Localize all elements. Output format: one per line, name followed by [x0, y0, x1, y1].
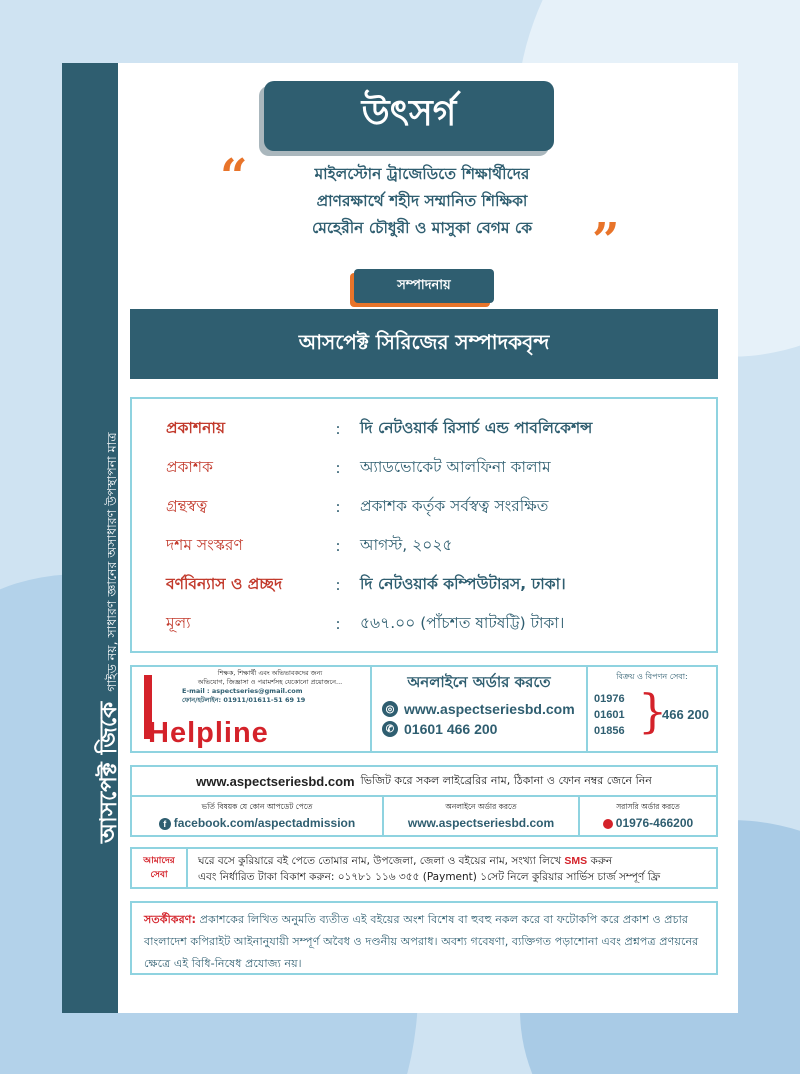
sales-suffix: 466 200	[662, 707, 709, 722]
service-label-line: সেবা	[150, 870, 168, 880]
series-tagline: গাইড নয়, সাধারণ জ্ঞানের অসাধারণ উপস্থাপনা মাত্র	[104, 432, 119, 692]
helpline-panel	[132, 667, 372, 751]
info-row	[132, 409, 716, 448]
info-colon: :	[335, 497, 341, 516]
dedication-text	[222, 161, 622, 242]
open-quote-mark: “	[220, 149, 248, 205]
service-label-line: আমাদের	[143, 856, 175, 866]
service-label	[132, 849, 188, 887]
info-colon: :	[335, 575, 341, 594]
editors-banner: আসপেক্ট সিরিজের সম্পাদকবৃন্দ	[130, 309, 718, 379]
info-colon: :	[335, 536, 341, 555]
sales-prefixes	[594, 691, 625, 739]
web-links-row	[132, 797, 716, 835]
side-band-text	[90, 432, 129, 843]
direct-order-caption: সরাসরি অর্ডার করতে	[616, 802, 680, 811]
helpline-line: অভিযোগ, জিজ্ঞাসা ও পরামর্শসহ যেকোনো প্রয়োজনে...	[197, 678, 343, 686]
online-order-caption: অনলাইনে অর্ডার করতে	[445, 802, 517, 811]
online-order-title: অনলাইনে অর্ডার করতে	[407, 673, 551, 691]
website-link[interactable]: www.aspectseriesbd.com	[404, 701, 575, 717]
online-order-link[interactable]: www.aspectseriesbd.com	[407, 816, 555, 830]
facebook-row	[159, 816, 355, 830]
whatsapp-icon: ✆	[382, 721, 398, 737]
online-order-cell	[384, 797, 580, 835]
helpline-box	[130, 665, 718, 753]
whatsapp-number[interactable]: 01601 466 200	[404, 721, 498, 737]
facebook-cell	[132, 797, 384, 835]
book-imprint-page	[62, 63, 738, 1013]
dedication-line: মাইলস্টোন ট্রাজেডিতে শিক্ষার্থীদের	[314, 165, 530, 183]
info-row	[132, 565, 716, 604]
info-row	[132, 526, 716, 565]
web-info-box	[130, 765, 718, 837]
side-band	[62, 63, 122, 1013]
direct-order-row	[603, 816, 693, 830]
dedication-line: প্রাণরক্ষার্থে শহীদ সম্মানিত শিক্ষিকা	[316, 192, 528, 210]
service-line	[198, 853, 706, 869]
website-row	[382, 701, 576, 717]
info-row	[132, 604, 716, 643]
globe-icon: ◎	[382, 701, 398, 717]
web-visit-note: ভিজিট করে সকল লাইব্রেরির নাম, ঠিকানা ও ফোন নম্বর জেনে নিন	[360, 773, 652, 787]
sales-prefix: 01856	[594, 725, 625, 737]
info-key: দশম সংস্করণ	[166, 535, 243, 554]
service-line: এবং নির্ধারিত টাকা বিকাশ করুন: ০১৭৮১ ১১৬ ৩৫৫ (Payment) ১সেট নিলে কুরিয়ার সার্ভিস চার্জ সম্পূর্ণ ফ্রি	[198, 871, 661, 883]
sales-title: বিক্রয় ও বিপণন সেবা:	[616, 672, 688, 681]
info-key: মূল্য	[166, 613, 191, 632]
direct-order-cell	[580, 797, 716, 835]
dedication-title: উৎসর্গ	[264, 81, 554, 151]
info-key: প্রকাশক	[166, 457, 213, 476]
helpline-word: Helpline	[148, 717, 269, 749]
info-value: প্রকাশক কর্তৃক সর্বস্বত্ব সংরক্ষিত	[360, 496, 549, 515]
sales-panel	[588, 667, 716, 751]
series-name: আসপেক্ট জিকে	[96, 701, 122, 843]
editing-tag: সম্পাদনায়	[354, 269, 494, 303]
brace-icon: }	[638, 684, 668, 738]
info-value: ৫৬৭.০০ (পাঁচশত ষাটষট্টি) টাকা।	[360, 613, 565, 632]
facebook-icon: f	[159, 818, 171, 830]
phone-icon	[603, 819, 613, 829]
info-value: দি নেটওয়ার্ক কম্পিউটারস, ঢাকা।	[360, 574, 566, 593]
website-link[interactable]: www.aspectseriesbd.com	[196, 773, 355, 789]
info-colon: :	[335, 614, 341, 633]
sales-prefix: 01976	[594, 693, 625, 705]
info-row	[132, 448, 716, 487]
helpline-phones: ফোন/হটলাইন: 01911/01611-51 69 19	[182, 696, 306, 704]
warning-text: প্রকাশকের লিখিত অনুমতি ব্যতীত এই বইয়ের অংশ বিশেষ বা হুবহু নকল করে বা ফটোকপি করে প্রকাশ ও প্রচার বাংলাদেশ কপিরাইট আইনানুযায়ী সম্পূর্ণ অবৈধ ও দণ্ডনীয় অপরাধ। অবশ্য গবেষণা, ব্যক্তিগত পড়াশোনা এবং প্রশ্নপত্র প্রণয়নের ক্ষেত্রে এই বিধি-নিষেধ প্রযোজ্য নয়।	[144, 913, 699, 970]
info-value: অ্যাডভোকেট আলফিনা কালাম	[360, 457, 551, 476]
info-colon: :	[335, 458, 341, 477]
sms-keyword: SMS	[564, 855, 588, 867]
info-row	[132, 487, 716, 526]
info-key: প্রকাশনায়	[166, 418, 225, 437]
direct-order-phone[interactable]: 01976-466200	[615, 816, 694, 830]
info-key: বর্ণবিন্যাস ও প্রচ্ছদ	[166, 574, 283, 593]
dedication-line: মেহেরীন চৌধুরী ও মাসুকা বেগম কে	[311, 219, 533, 237]
info-value: আগস্ট, ২০২৫	[360, 535, 453, 554]
publication-info	[130, 397, 718, 653]
facebook-link[interactable]: facebook.com/aspectadmission	[173, 816, 356, 830]
helpline-details	[172, 669, 368, 705]
facebook-caption: ভর্তি বিষয়ক যে কোন আপডেট পেতে	[201, 802, 313, 811]
service-text	[188, 849, 716, 887]
info-key: গ্রন্থস্বত্ব	[166, 496, 208, 515]
service-text-part: ঘরে বসে কুরিয়ারে বই পেতে তোমার নাম, উপজেলা, জেলা ও বইয়ের নাম, সংখ্যা লিখে	[198, 855, 562, 867]
helpline-line: শিক্ষক, শিক্ষার্থী এবং অভিভাবকদের জন্য	[217, 669, 323, 677]
info-value: দি নেটওয়ার্ক রিসার্চ এন্ড পাবলিকেশন্স	[360, 418, 593, 437]
service-text-part: করুন	[590, 855, 613, 867]
web-visit-row	[132, 767, 716, 797]
whatsapp-row	[382, 721, 576, 737]
sales-prefix: 01601	[594, 709, 625, 721]
warning-lead: সতর্কীকরণ:	[144, 913, 197, 926]
service-box	[130, 847, 718, 889]
info-colon: :	[335, 419, 341, 438]
copyright-warning	[130, 901, 718, 975]
helpline-email[interactable]: E-mail : aspectseries@gmail.com	[182, 687, 303, 695]
online-order-panel	[372, 667, 588, 751]
close-quote-mark: ”	[592, 213, 620, 269]
